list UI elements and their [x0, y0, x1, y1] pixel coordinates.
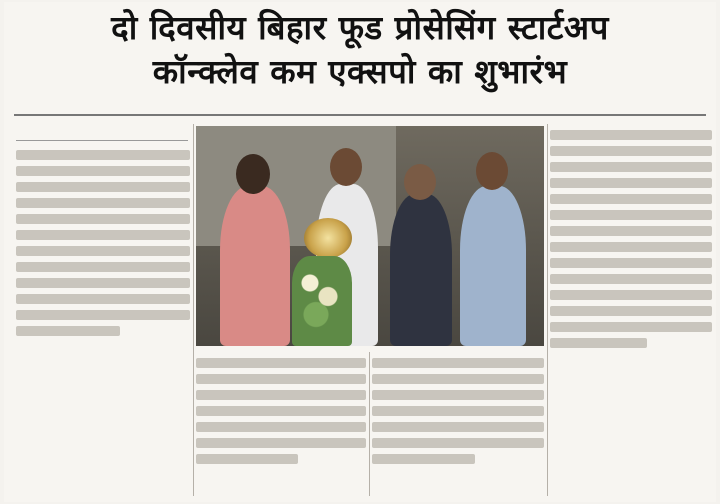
headline [14, 6, 706, 94]
lamp-icon [304, 218, 352, 258]
headline-line-2: कॉन्क्लेव कम एक्सपो का शुभारंभ [152, 52, 568, 91]
article-column-1 [16, 144, 190, 494]
article-column-4 [550, 124, 712, 496]
column-divider [547, 124, 548, 496]
column-divider [369, 352, 370, 496]
headline-rule [14, 114, 706, 116]
headline-line-1: दो दिवसीय बिहार फूड प्रोसेसिंग स्टार्टअप [111, 8, 609, 47]
event-photo [196, 126, 544, 346]
article-column-2 [196, 352, 366, 497]
column-divider [193, 124, 194, 496]
article-column-3 [372, 352, 544, 497]
byline [16, 124, 188, 141]
person-man-3 [460, 186, 526, 346]
person-man-2 [390, 194, 452, 346]
flower-arrangement [292, 256, 352, 346]
newspaper-clipping [4, 2, 716, 502]
person-woman [220, 186, 290, 346]
